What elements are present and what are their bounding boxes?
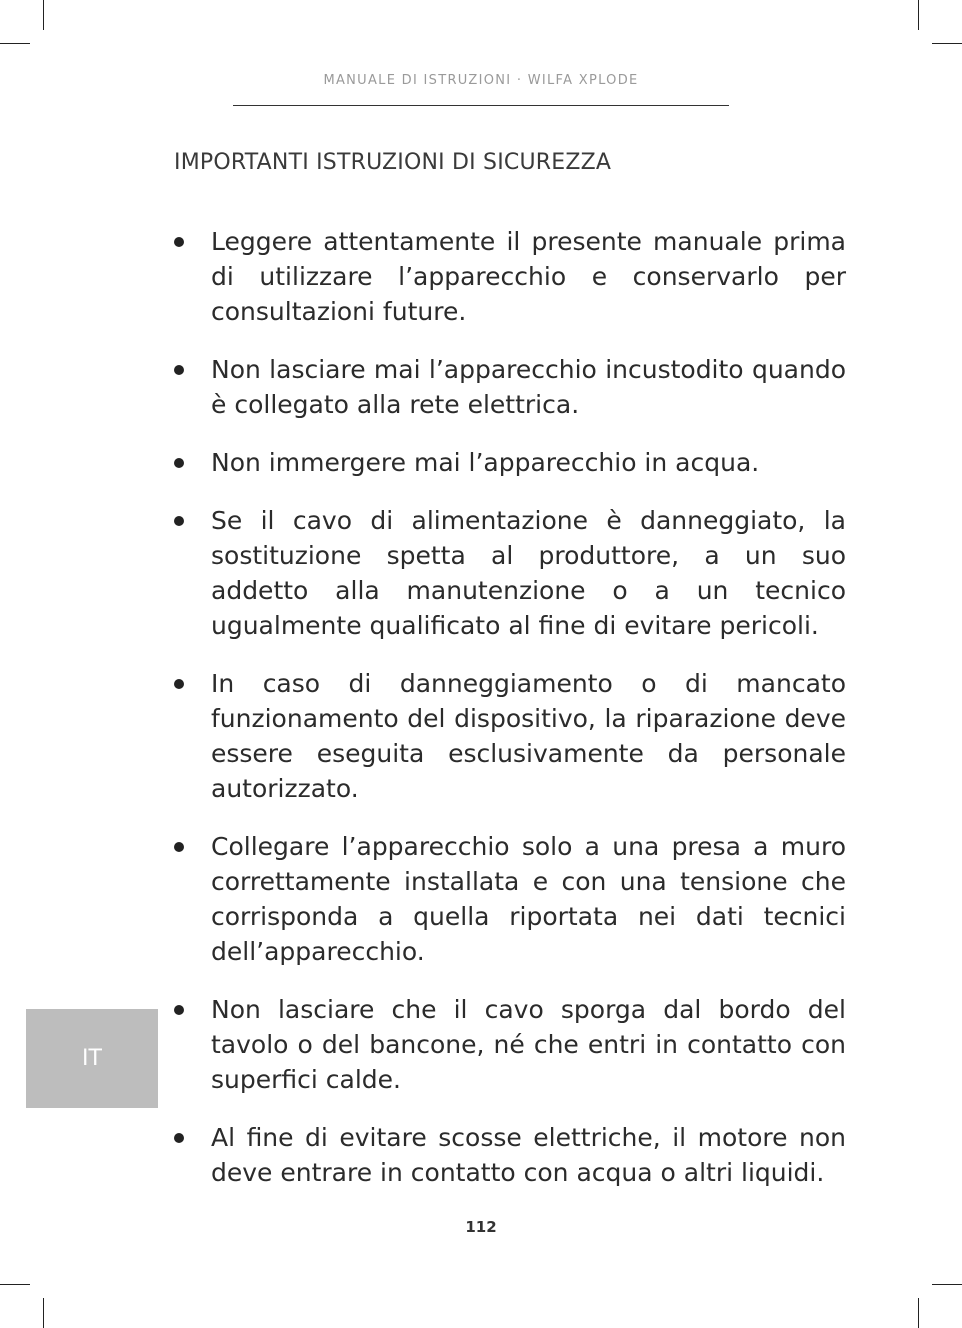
bullet-icon bbox=[174, 1133, 184, 1143]
crop-mark-bottom-left-vertical bbox=[43, 1298, 44, 1328]
crop-mark-bottom-right-vertical bbox=[918, 1298, 919, 1328]
crop-mark-bottom-left-horizontal bbox=[0, 1284, 30, 1285]
section-title: IMPORTANTI ISTRUZIONI DI SICUREZZA bbox=[174, 150, 612, 175]
list-item bbox=[174, 503, 846, 643]
list-item bbox=[174, 1120, 846, 1190]
list-item-text: Leggere attentamente il presente manuale prima di utilizzare l’apparecchio e conservarlo per consultazioni future. bbox=[211, 227, 846, 326]
list-item-text: In caso di danneggiamento o di mancato funzionamento del dispositivo, la riparazione deve essere eseguita esclusivamente da personale autorizzato. bbox=[211, 669, 846, 803]
list-item bbox=[174, 992, 846, 1097]
bullet-icon bbox=[174, 458, 184, 468]
list-item-text: Non lasciare mai l’apparecchio incustodito quando è collegato alla rete elettrica. bbox=[211, 355, 846, 419]
bullet-icon bbox=[174, 842, 184, 852]
list-item-text: Al fine di evitare scosse elettriche, il motore non deve entrare in contatto con acqua o altri liquidi. bbox=[211, 1123, 846, 1187]
safety-instructions-list bbox=[174, 224, 846, 1190]
language-tab-label: IT bbox=[82, 1046, 102, 1071]
list-item-text: Non immergere mai l’apparecchio in acqua. bbox=[211, 448, 760, 477]
running-header: MANUALE DI ISTRUZIONI · WILFA XPLODE bbox=[323, 73, 639, 88]
list-item bbox=[174, 352, 846, 422]
bullet-icon bbox=[174, 679, 184, 689]
header-rule bbox=[233, 105, 729, 106]
bullet-icon bbox=[174, 365, 184, 375]
list-item bbox=[174, 666, 846, 806]
bullet-icon bbox=[174, 237, 184, 247]
crop-mark-top-left-horizontal bbox=[0, 43, 30, 44]
list-item bbox=[174, 445, 846, 480]
crop-mark-top-left-vertical bbox=[43, 0, 44, 30]
crop-mark-top-right-horizontal bbox=[932, 43, 962, 44]
crop-mark-top-right-vertical bbox=[918, 0, 919, 30]
page-number: 112 bbox=[465, 1218, 497, 1236]
list-item-text: Non lasciare che il cavo sporga dal bordo del tavolo o del bancone, né che entri in contatto con superfici calde. bbox=[211, 995, 846, 1094]
list-item bbox=[174, 224, 846, 329]
crop-mark-bottom-right-horizontal bbox=[932, 1284, 962, 1285]
list-item-text: Se il cavo di alimentazione è danneggiato, la sostituzione spetta al produttore, a un suo addetto alla manutenzione o a un tecnico ugualmente qualificato al fine di evitare pericoli. bbox=[211, 506, 846, 640]
list-item-text: Collegare l’apparecchio solo a una presa a muro correttamente installata e con una tensione che corrisponda a quella riportata nei dati tecnici dell’apparecchio. bbox=[211, 832, 846, 966]
bullet-icon bbox=[174, 1005, 184, 1015]
language-tab bbox=[26, 1009, 158, 1108]
list-item bbox=[174, 829, 846, 969]
bullet-icon bbox=[174, 516, 184, 526]
